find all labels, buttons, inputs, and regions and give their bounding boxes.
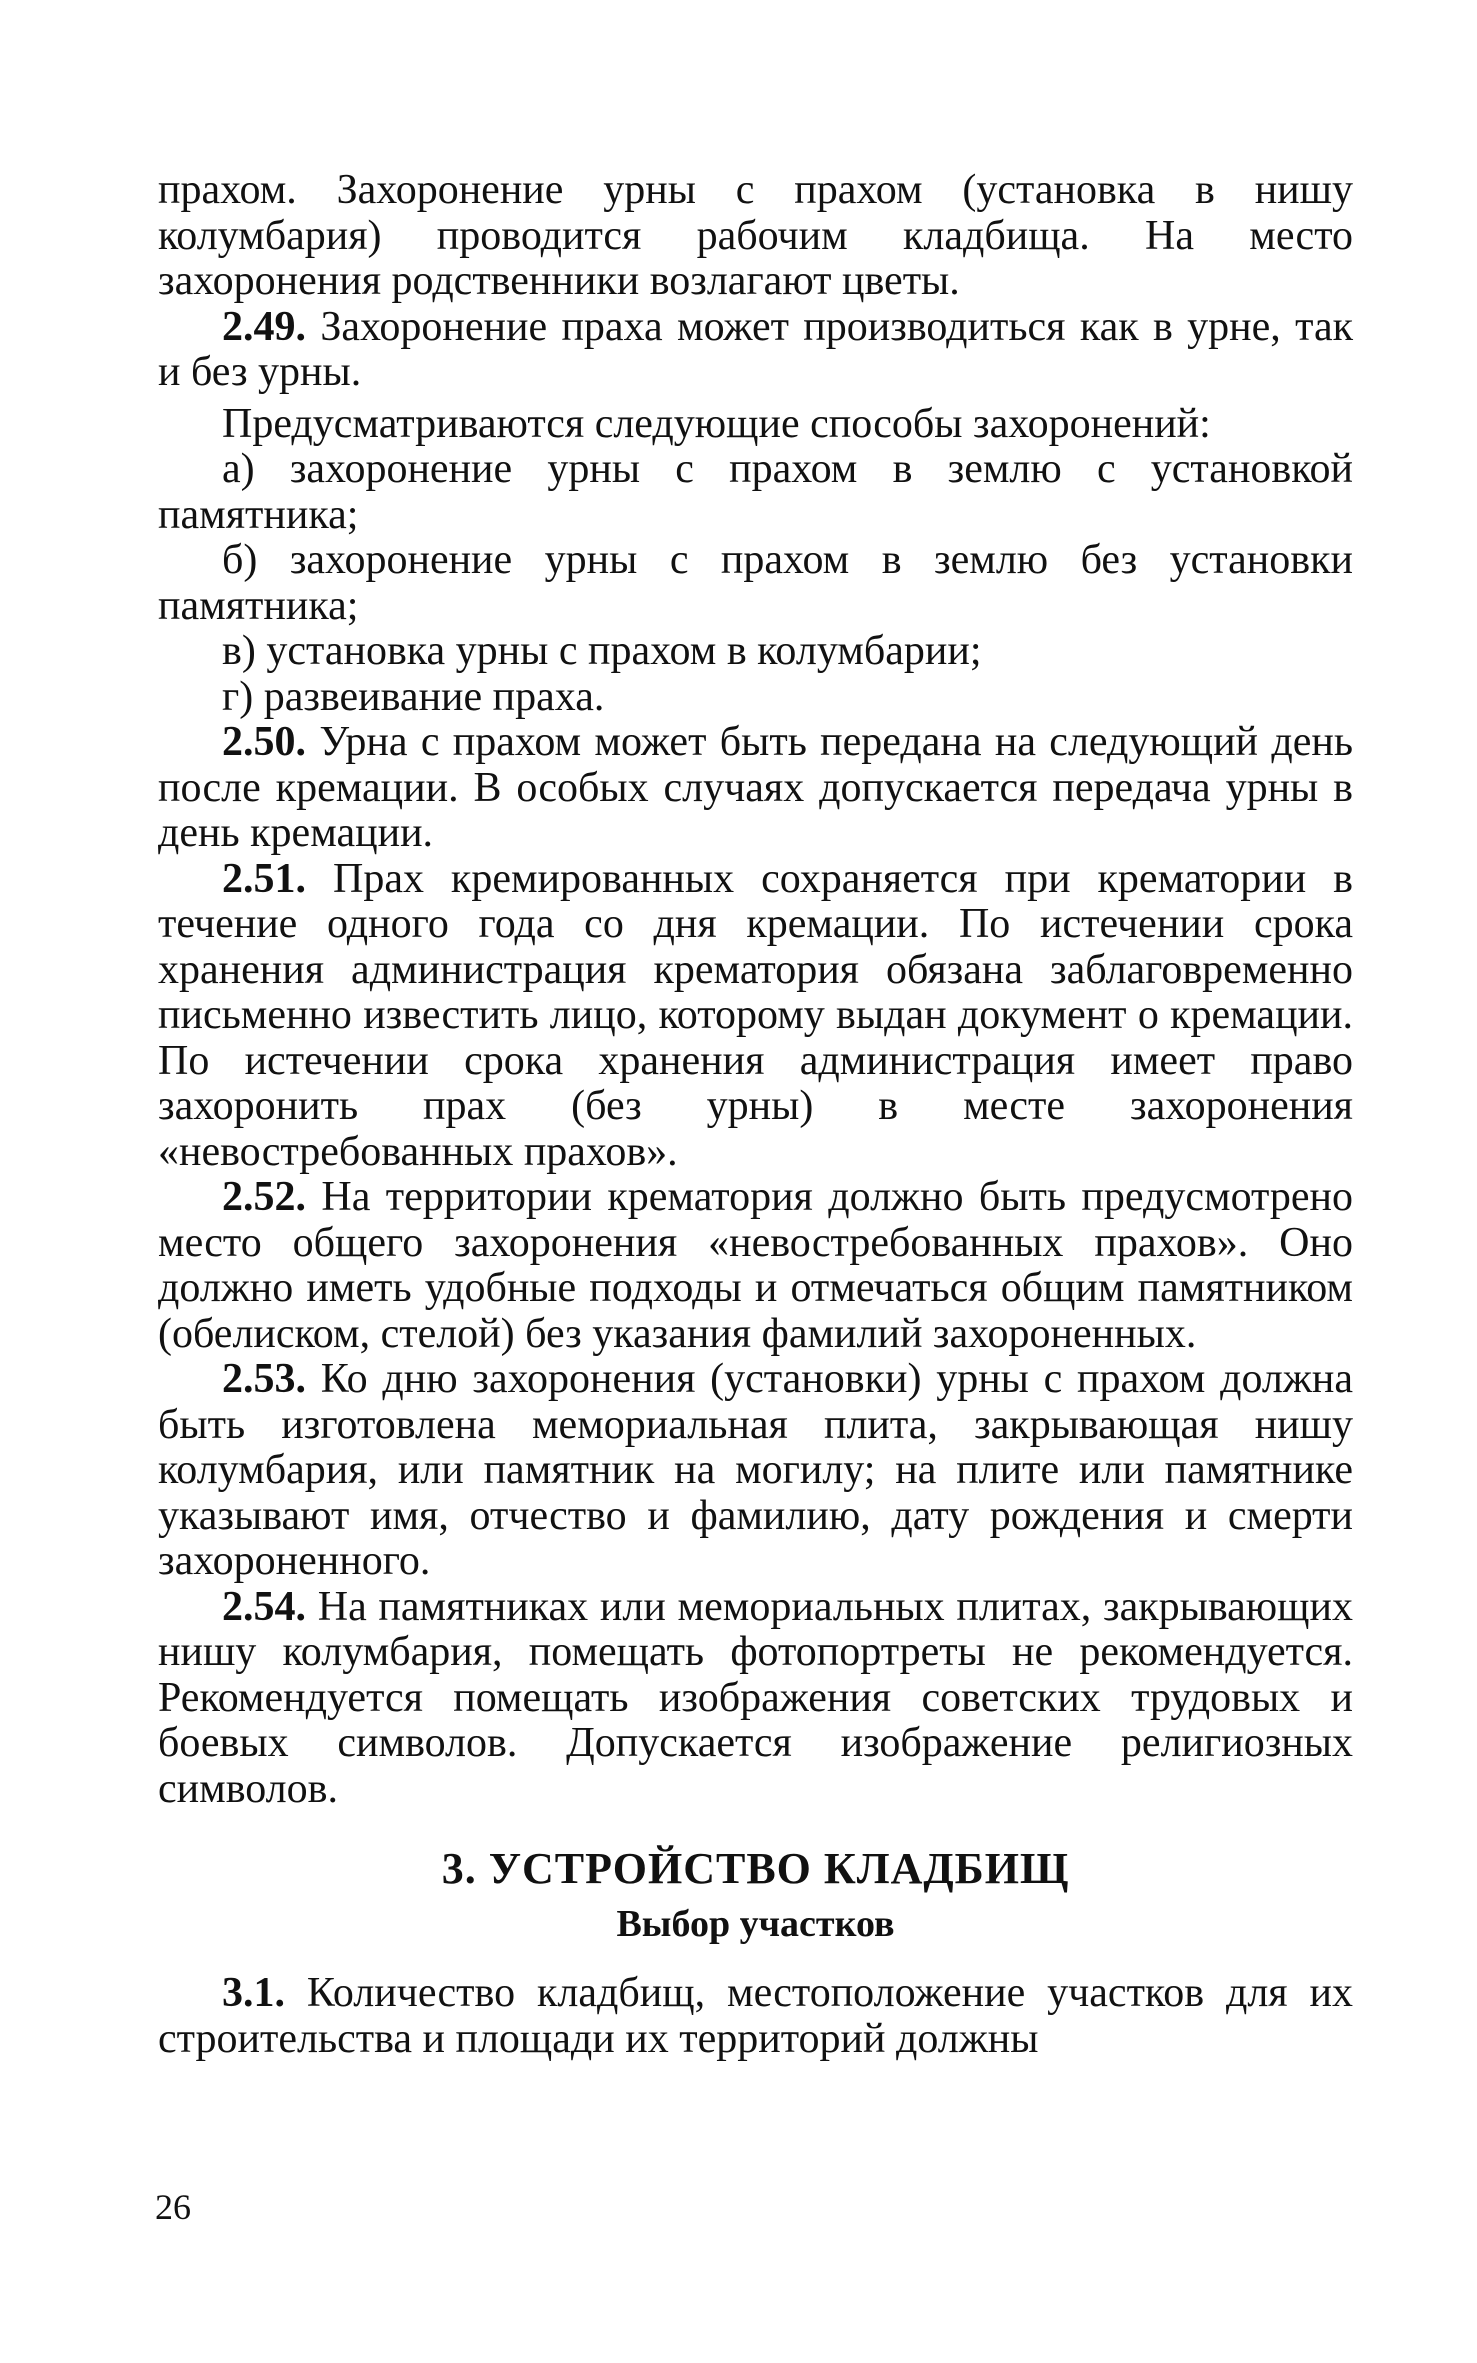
paragraph-2-52	[158, 1175, 1353, 1357]
paragraph-methods-intro: Предусматриваются следующие способы захоронений:	[222, 400, 1211, 447]
paragraph-continuation: прахом. Захоронение урны с прахом (установка в нишу колумбария) проводится рабочим кладбища. На место захоронения родственники возлагают цветы.	[158, 167, 1353, 304]
clause-number: 2.51.	[222, 855, 306, 902]
paragraph-2-51	[158, 857, 1353, 1176]
clause-text: На памятниках или мемориальных плитах, закрывающих нишу колумбария, помещать фотопортреты не рекомендуется. Рекомендуется помещать изображения советских трудовых и боевых символов. Допускается изображение религиозных символов.	[158, 1583, 1353, 1812]
paragraph-3-1	[158, 1971, 1353, 2062]
list-item-v: в) установка урны с прахом в колумбарии;	[222, 628, 982, 674]
clause-text: Прах кремированных сохраняется при крематории в течение одного года со дня кремации. По истечении срока хранения администрация крематория обязана заблаговременно письменно известить лицо, которому выдан документ о кремации. По истечении срока хранения администрация имеет право захоронить прах (без урны) в месте захоронения «невостребованных прахов».	[158, 855, 1353, 1175]
clause-number: 3.1.	[222, 1970, 285, 2016]
list-item-g: г) развеивание праха.	[222, 673, 605, 720]
list-item-b: б) захоронение урны с прахом в землю без установки памятника;	[158, 537, 1353, 629]
clause-text: Захоронение праха может производиться как в урне, так и без урны.	[158, 303, 1353, 395]
clause-number: 2.49.	[222, 303, 306, 350]
clause-text: На территории крематория должно быть предусмотрено место общего захоронения «невостребованных прахов». Оно должно иметь удобные подходы и отмечаться общим памятником (обелиском, стелой) без указания фамилий захороненных.	[158, 1174, 1353, 1357]
clause-text: Ко дню захоронения (установки) урны с прахом должна быть изготовлена мемориальная плита, закрывающая нишу колумбария, или памятник на могилу; на плите или памятнике указывают имя, отчество и фамилию, дату рождения и смерти захороненного.	[158, 1356, 1353, 1584]
section-heading: 3. УСТРОЙСТВО КЛАДБИЩ	[441, 1844, 1070, 1893]
paragraph-2-50	[158, 720, 1353, 857]
clause-number: 2.54.	[222, 1583, 306, 1630]
paragraph-2-53	[158, 1357, 1353, 1585]
section-subheading: Выбор участков	[616, 1902, 895, 1945]
clause-text: Количество кладбищ, местоположение участков для их строительства и площади их территорий должны	[158, 1970, 1353, 2062]
clause-number: 2.50.	[222, 719, 306, 765]
paragraph-2-54	[158, 1585, 1353, 1813]
paragraph-2-49	[158, 305, 1353, 396]
clause-number: 2.52.	[222, 1174, 306, 1220]
list-item-a: а) захоронение урны с прахом в землю с установкой памятника;	[158, 446, 1353, 538]
body-text	[158, 168, 1353, 2062]
clause-text: Урна с прахом может быть передана на следующий день после кремации. В особых случаях допускается передача урны в день кремации.	[158, 719, 1353, 856]
clause-number: 2.53.	[222, 1356, 306, 1402]
page-number: 26	[155, 2187, 191, 2227]
